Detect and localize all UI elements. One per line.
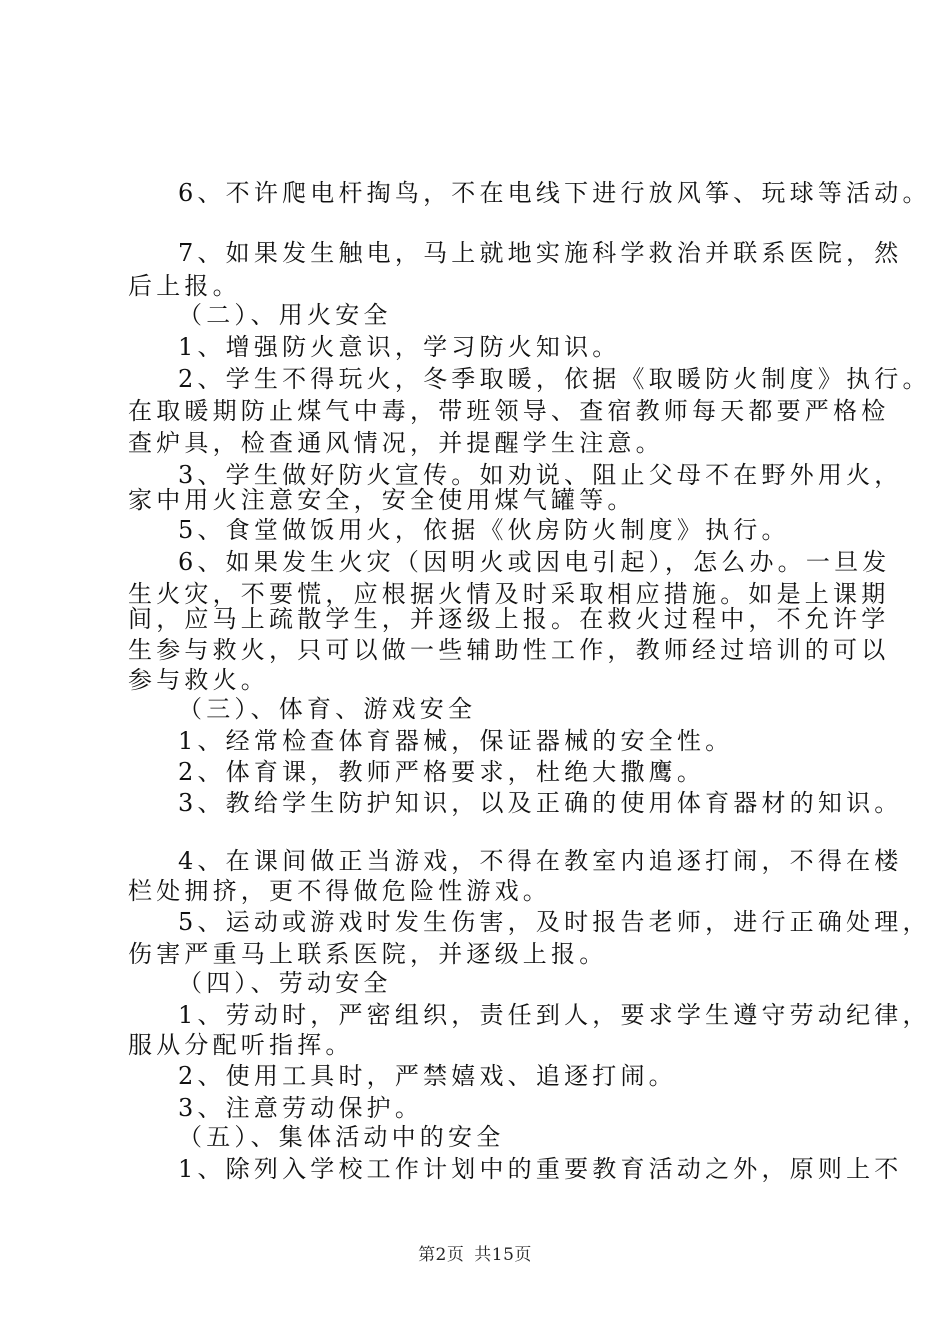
paragraph-line: 4、在课间做正当游戏，不得在教室内追逐打闹，不得在楼 [178, 847, 903, 875]
paragraph-line: 5、运动或游戏时发生伤害，及时报告老师，进行正确处理， [178, 908, 931, 936]
page-total: 共15页 [474, 1245, 532, 1265]
paragraph-line: 1、除列入学校工作计划中的重要教育活动之外，原则上不 [178, 1155, 903, 1183]
paragraph-line: 生参与救火，只可以做一些辅助性工作，教师经过培训的可以 [128, 636, 890, 664]
paragraph-line: 生火灾，不要慌，应根据火情及时采取相应措施。如是上课期 [128, 580, 890, 608]
paragraph-line: 伤害严重马上联系医院，并逐级上报。 [128, 940, 608, 968]
section-heading: （五）、集体活动中的安全 [178, 1123, 505, 1151]
paragraph-line: 家中用火注意安全，安全使用煤气罐等。 [128, 486, 636, 514]
paragraph-line: 查炉具，检查通风情况，并提醒学生注意。 [128, 429, 664, 457]
page-footer [0, 1240, 950, 1265]
paragraph-line: 6、如果发生火灾（因明火或因电引起），怎么办。一旦发 [178, 548, 891, 576]
paragraph-line: 1、劳动时，严密组织，责任到人，要求学生遵守劳动纪律， [178, 1001, 931, 1029]
paragraph-line: 栏处拥挤，更不得做危险性游戏。 [128, 877, 551, 905]
paragraph-line: 2、体育课，教师严格要求，杜绝大撒鹰。 [178, 758, 706, 786]
paragraph-line: 6、不许爬电杆掏鸟，不在电线下进行放风筝、玩球等活动。 [178, 179, 931, 207]
paragraph-line: 后上报。 [128, 272, 241, 300]
section-heading: （二）、用火安全 [178, 301, 392, 329]
section-heading: （四）、劳动安全 [178, 969, 392, 997]
paragraph-line: 间，应马上疏散学生，并逐级上报。在救火过程中，不允许学 [128, 605, 890, 633]
paragraph-line: 1、增强防火意识，学习防火知识。 [178, 333, 621, 361]
page-number: 第2页 [418, 1245, 465, 1265]
paragraph-line: 5、食堂做饭用火，依据《伙房防火制度》执行。 [178, 516, 790, 544]
paragraph-line: 3、学生做好防火宣传。如劝说、阻止父母不在野外用火， [178, 461, 903, 489]
paragraph-line: 3、注意劳动保护。 [178, 1094, 424, 1122]
paragraph-line: 在取暖期防止煤气中毒，带班领导、查宿教师每天都要严格检 [128, 397, 890, 425]
paragraph-line: 1、经常检查体育器械，保证器械的安全性。 [178, 727, 734, 755]
section-heading: （三）、体育、游戏安全 [178, 695, 477, 723]
paragraph-line: 3、教给学生防护知识，以及正确的使用体育器材的知识。 [178, 789, 903, 817]
paragraph-line: 服从分配听指挥。 [128, 1031, 354, 1059]
paragraph-line: 2、使用工具时，严禁嬉戏、追逐打闹。 [178, 1062, 677, 1090]
paragraph-line: 7、如果发生触电，马上就地实施科学救治并联系医院，然 [178, 239, 903, 267]
paragraph-line: 参与救火。 [128, 666, 269, 694]
paragraph-line: 2、学生不得玩火，冬季取暖，依据《取暖防火制度》执行。 [178, 365, 931, 393]
